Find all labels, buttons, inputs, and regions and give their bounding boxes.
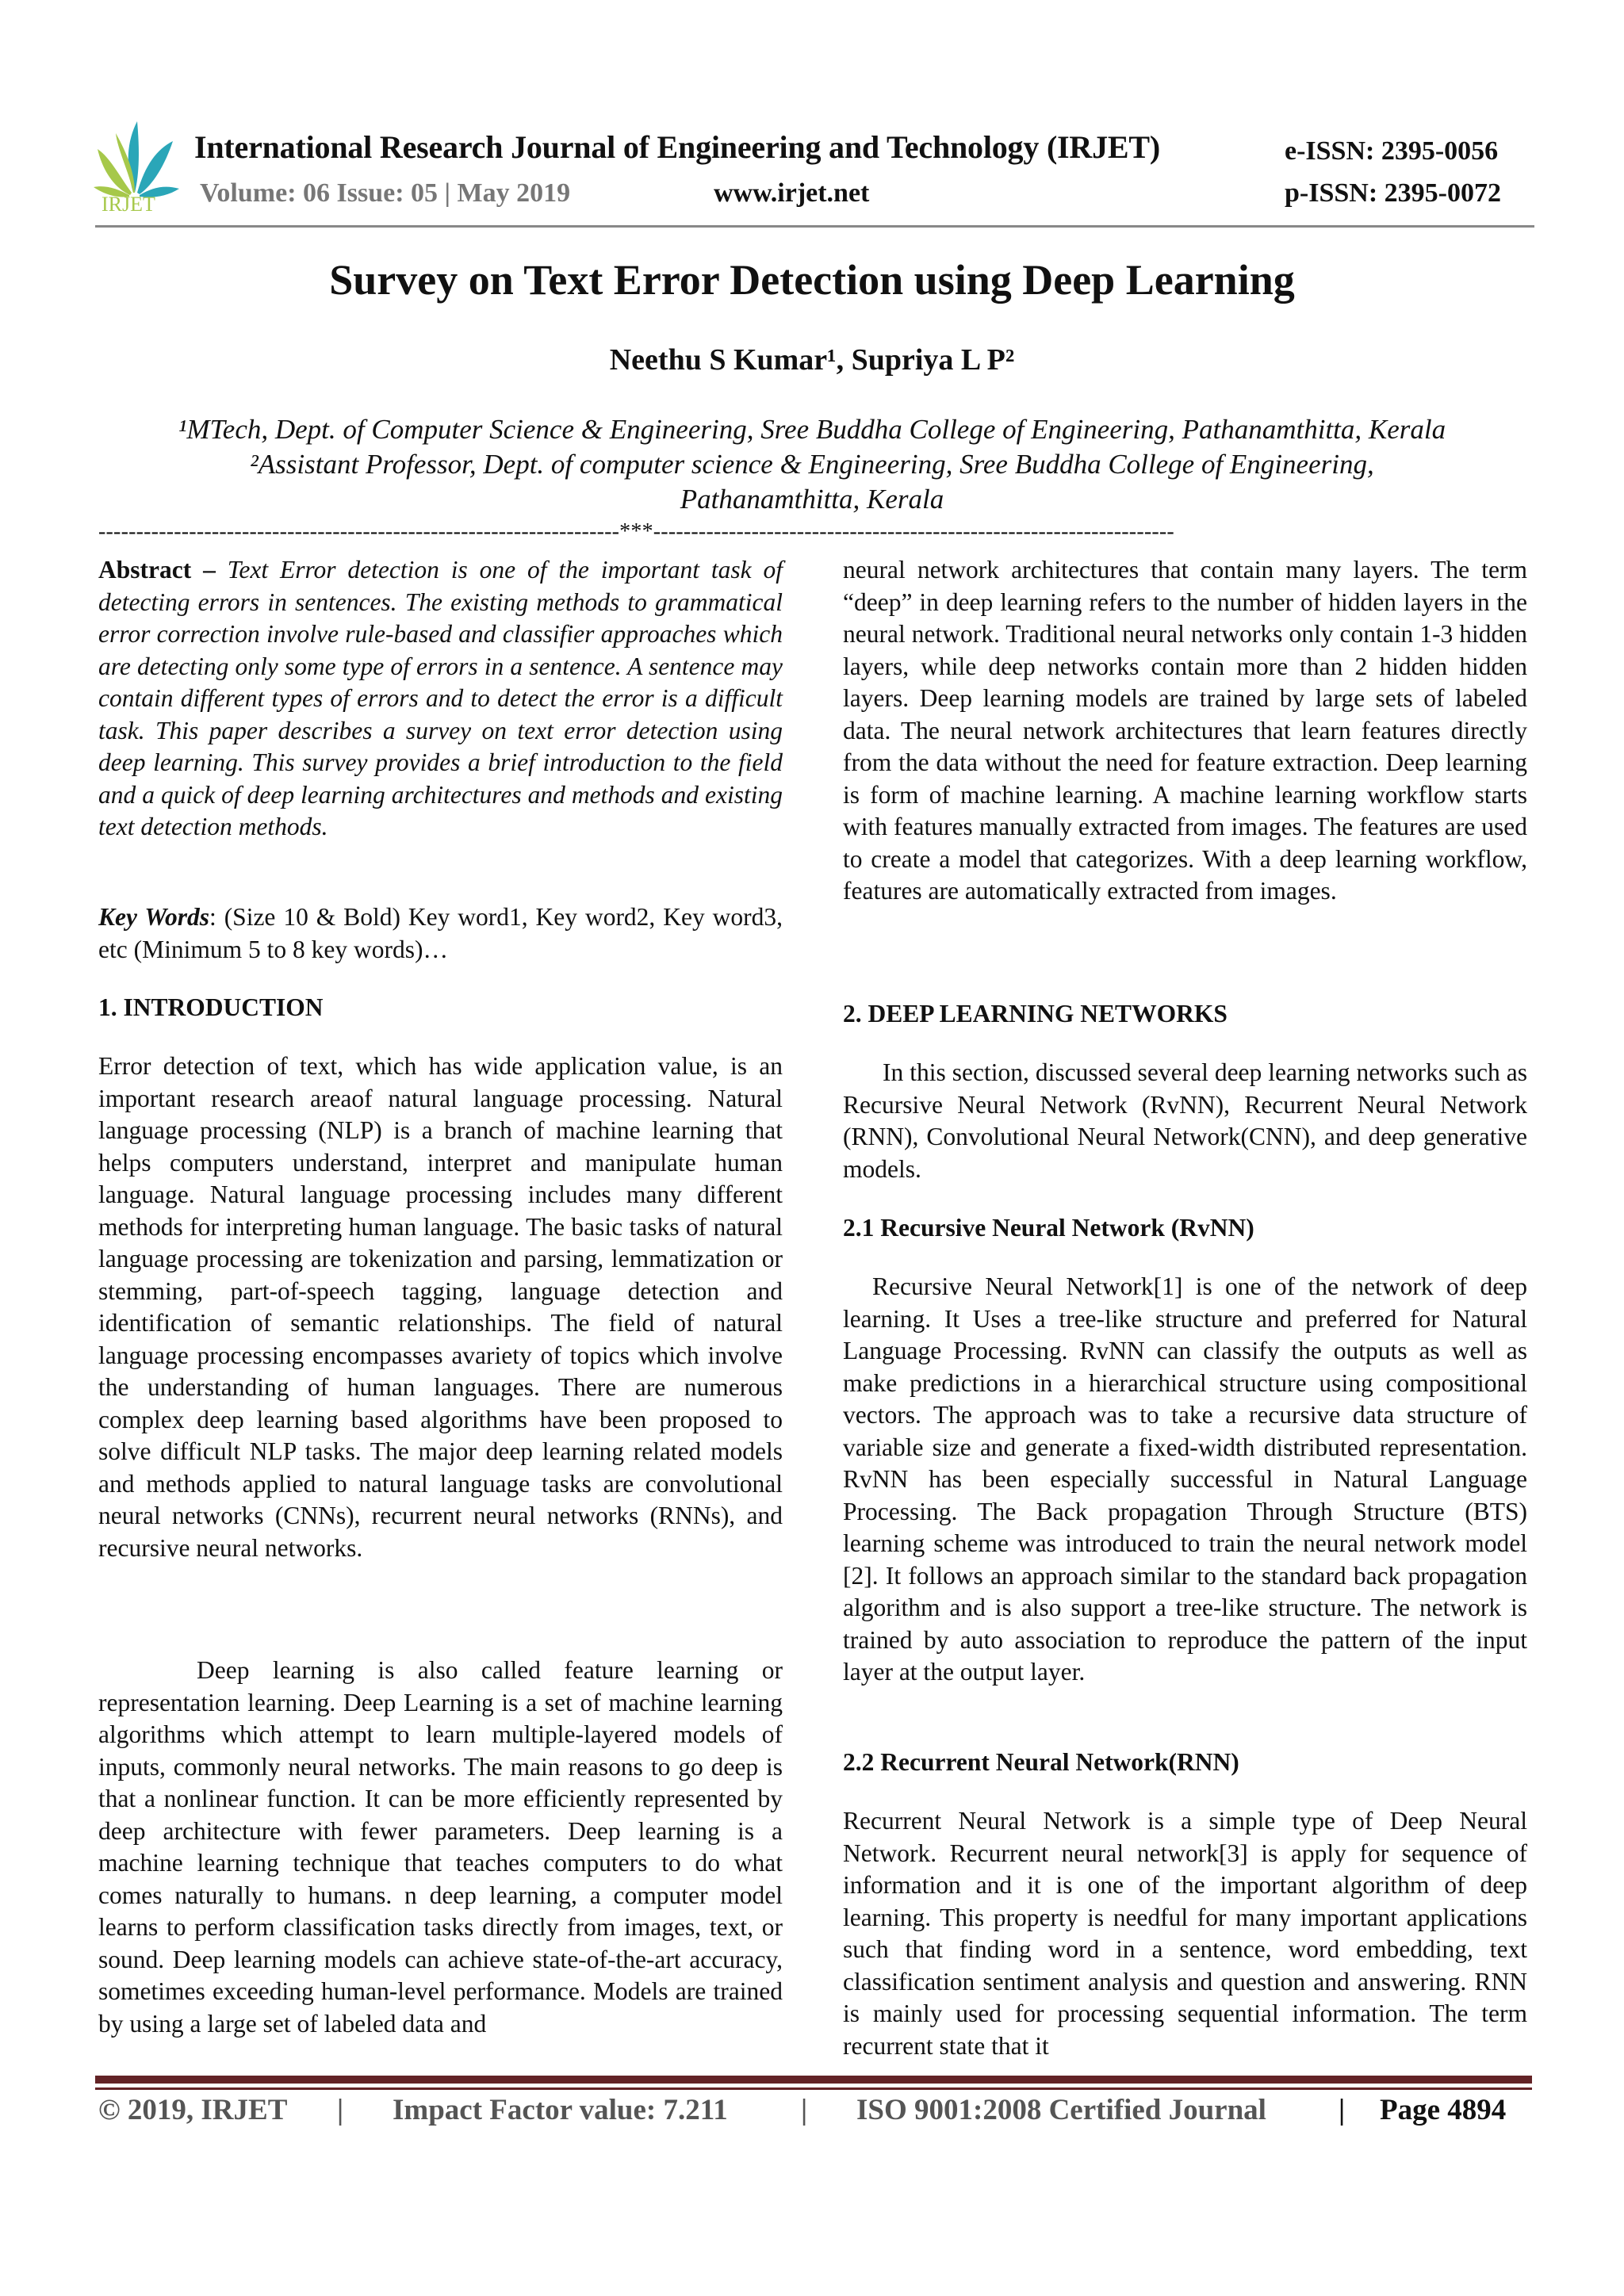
footer-page-number: Page 4894 xyxy=(1380,2094,1507,2126)
svg-text:IRJET: IRJET xyxy=(102,193,155,212)
intro-paragraph-2: Deep learning is also called feature learning or representation learning. Deep Learning is a set of machine learning algorithms which attempt to learn multiple-layered models of inputs, commonly neural networks. The main reasons to go deep is that a nonlinear function. It can be more efficiently represented by deep architecture with fewer parameters. Deep learning is a machine learning technique that teaches computers to do what comes naturally to humans. n deep learning, a computer model learns to perform classification tasks directly from images, text, or sound. Deep learning models can achieve state-of-the-art accuracy, sometimes exceeding human-level performance. Models are trained by using a large set of labeled data and xyxy=(98,1656,783,2038)
heading-introduction: 1. INTRODUCTION xyxy=(98,993,324,1021)
footer-copyright: © 2019, IRJET xyxy=(98,2094,288,2126)
footer-rule-thick xyxy=(95,2076,1532,2084)
intro-paragraph-1: Error detection of text, which has wide application value, is an important research areaof natural language processing. Natural language processing (NLP) is a branch of machine learning that helps computers understand, interpret and manipulate human language. Natural language processing includes many different methods for interpreting human language. The basic tasks of natural language processing are tokenization and parsing, lemmatization or stemming, part-of-speech tagging, language detection and identification of semantic relationships. The field of natural language processing encompasses avariety of topics which involve the understanding of human languages. There are numerous complex deep learning based algorithms have been proposed to solve difficult NLP tasks. The major deep learning related models and methods applied to natural language tasks are convolutional neural networks (CNNs), recurrent neural networks (RNNs), and recursive neural networks. xyxy=(98,1052,783,1562)
rnn-paragraph: Recurrent Neural Network is a simple type of Deep Neural Network. Recurrent neural network[3] is apply for sequence of information and it is one of the important algorithm of deep learning. This property is needful for many important applications such that finding word in a sentence, word embedding, text classification sentiment analysis and question and answering. RNN is mainly used for processing sequential information. The term recurrent state that it xyxy=(843,1807,1527,2060)
heading-deep-learning-networks: 2. DEEP LEARNING NETWORKS xyxy=(843,1000,1228,1027)
irjet-logo xyxy=(94,117,181,212)
deep-learning-paragraph: neural network architectures that contain many layers. The term “deep” in deep learning refers to the number of hidden layers in the neural network. Traditional neural networks only contain 1-3 hidden layers, while deep networks contain more than 2 hidden hidden layers. Deep learning models are trained by large sets of labeled data. The neural network architectures that learn features directly from the data without the need for feature extraction. Deep learning is form of machine learning. A machine learning workflow starts with features manually extracted from images. The features are used to create a model that categorizes. With a deep learning workflow, features are automatically extracted from images. xyxy=(843,556,1527,905)
abstract-label: Abstract – xyxy=(98,556,228,584)
volume-issue: Volume: 06 Issue: 05 | May 2019 xyxy=(200,178,571,208)
footer-divider: | xyxy=(801,2094,808,2126)
e-issn: e-ISSN: 2395-0056 xyxy=(1285,136,1499,166)
footer-impact-factor: Impact Factor value: 7.211 xyxy=(393,2094,728,2126)
keywords xyxy=(98,901,783,966)
paper-title: Survey on Text Error Detection using Deep Learning xyxy=(329,256,1295,304)
affiliations xyxy=(0,412,1624,517)
affiliation-1: ¹MTech, Dept. of Computer Science & Engineering, Sree Buddha College of Engineering, Pathanamthitta, Kerala xyxy=(178,414,1446,445)
footer-divider: | xyxy=(337,2094,344,2126)
journal-title: International Research Journal of Engineering and Technology (IRJET) xyxy=(194,129,1161,165)
website-link[interactable]: www.irjet.net xyxy=(714,178,870,208)
rvnn-paragraph: Recursive Neural Network[1] is one of the network of deep learning. It Uses a tree-like structure and preferred for Natural Language Processing. RvNN can classify the outputs as well as make predictions in a hierarchical structure using compositional vectors. The approach was to take a recursive data structure of variable size and generate a fixed-width distributed representation. RvNN has been especially successful in Natural Language Processing. The Back propagation Through Structure (BTS) learning scheme was introduced to train the neural network model [2]. It follows an approach similar to the standard back propagation algorithm and is also support a tree-like structure. The network is trained by auto association to reproduce the pattern of the input layer at the output layer. xyxy=(843,1272,1527,1686)
header-divider xyxy=(95,225,1534,228)
footer-rule-thin xyxy=(95,2087,1532,2090)
heading-rvnn: 2.1 Recursive Neural Network (RvNN) xyxy=(843,1214,1254,1242)
footer-divider: | xyxy=(1339,2094,1346,2126)
authors: Neethu S Kumar¹, Supriya L P² xyxy=(609,343,1015,377)
abstract-text: Text Error detection is one of the important task of detecting errors in sentences. The existing methods to grammatical error correction involve rule-based and classifier approaches which are detecting only some type of errors in a sentence. A sentence may contain different types of errors and to detect the error is a difficult task. This paper describes a survey on text error detection using deep learning. This survey provides a brief introduction to the field and a quick of deep learning architectures and methods and existing text detection methods. xyxy=(98,556,783,840)
keywords-label: Key Words xyxy=(98,903,210,931)
section-2-paragraph: In this section, discussed several deep learning networks such as Recursive Neural Network (RvNN), Recurrent Neural Network (RNN), Convolutional Neural Network(CNN), and deep generative models. xyxy=(843,1058,1527,1183)
affiliation-2-cont: Pathanamthitta, Kerala xyxy=(680,484,944,515)
affiliation-2: ²Assistant Professor, Dept. of computer science & Engineering, Sree Buddha College of Engineering, xyxy=(250,449,1374,480)
footer-iso: ISO 9001:2008 Certified Journal xyxy=(856,2094,1266,2126)
keywords-text: : (Size 10 & Bold) Key word1, Key word2, Key word3, etc (Minimum 5 to 8 key words)… xyxy=(98,903,783,963)
abstract xyxy=(98,554,783,844)
section-separator: ---------------------------------------------------------------------***--------------------------------------------------------------------- xyxy=(98,519,1174,544)
heading-rnn: 2.2 Recurrent Neural Network(RNN) xyxy=(843,1748,1239,1776)
p-issn: p-ISSN: 2395-0072 xyxy=(1285,178,1501,208)
